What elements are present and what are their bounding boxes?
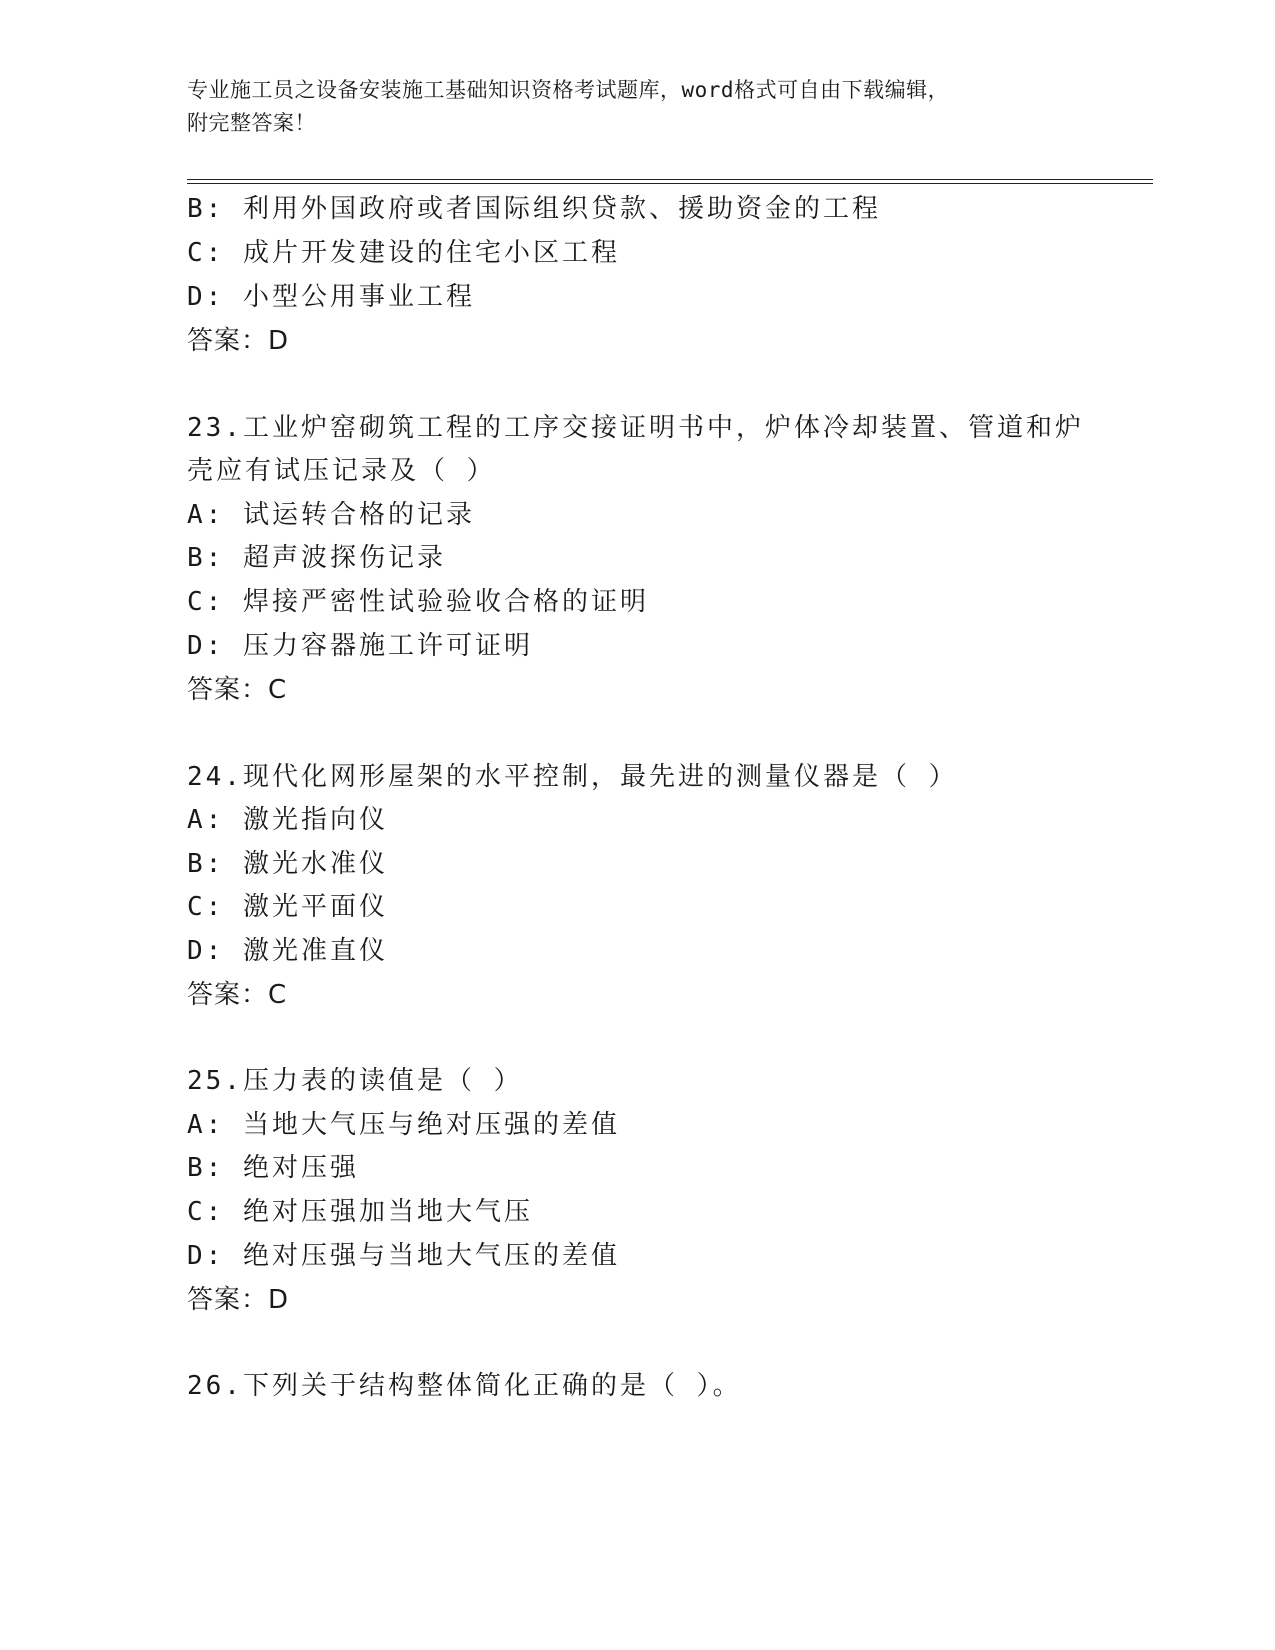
option-line: D: 压力容器施工许可证明 — [187, 631, 533, 661]
option-line: D: 绝对压强与当地大气压的差值 — [187, 1241, 620, 1271]
option-line: D: 激光准直仪 — [187, 936, 388, 966]
header-rule-bottom — [187, 183, 1153, 184]
option-line: D: 小型公用事业工程 — [187, 282, 475, 312]
option-line: A: 试运转合格的记录 — [187, 500, 475, 530]
option-line: C: 激光平面仪 — [187, 892, 388, 922]
answer-line: 答案：D — [187, 1285, 290, 1315]
header-rule-top — [187, 179, 1153, 180]
answer-line: 答案：C — [187, 675, 288, 705]
option-line: B: 绝对压强 — [187, 1153, 359, 1183]
question-line: 23.工业炉窑砌筑工程的工序交接证明书中，炉体冷却装置、管道和炉 — [187, 413, 1084, 443]
option-line: B: 激光水准仪 — [187, 849, 388, 879]
option-line: C: 绝对压强加当地大气压 — [187, 1197, 533, 1227]
option-line: B: 利用外国政府或者国际组织贷款、援助资金的工程 — [187, 194, 881, 224]
option-line: C: 焊接严密性试验验收合格的证明 — [187, 587, 649, 617]
header-line-1: 专业施工员之设备安装施工基础知识资格考试题库，word格式可自由下载编辑， — [187, 78, 950, 102]
answer-line: 答案：D — [187, 326, 290, 356]
question-line: 26.下列关于结构整体简化正确的是（ ）。 — [187, 1371, 742, 1401]
document-header — [187, 74, 1087, 140]
question-line: 24.现代化网形屋架的水平控制，最先进的测量仪器是（ ） — [187, 762, 958, 792]
question-line: 壳应有试压记录及（ ） — [187, 456, 496, 486]
option-line: A: 激光指向仪 — [187, 805, 388, 835]
question-line: 25.压力表的读值是（ ） — [187, 1066, 523, 1096]
option-line: A: 当地大气压与绝对压强的差值 — [187, 1110, 620, 1140]
option-line: C: 成片开发建设的住宅小区工程 — [187, 238, 620, 268]
answer-line: 答案：C — [187, 980, 288, 1010]
option-line: B: 超声波探伤记录 — [187, 543, 446, 573]
header-line-2: 附完整答案！ — [187, 111, 316, 135]
